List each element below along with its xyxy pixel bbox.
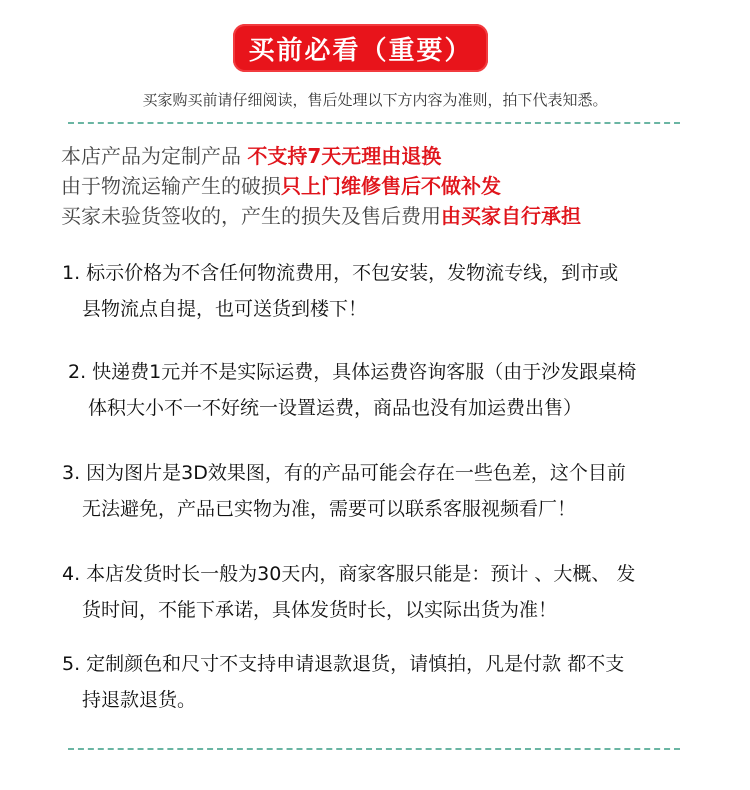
policy-text: 由于物流运输产生的破损: [61, 174, 281, 198]
policy-line-2: [61, 170, 501, 199]
bottom-divider: [68, 748, 680, 750]
policy-text: 本店产品为定制产品: [61, 144, 248, 168]
header-title: 买前必看（重要）: [248, 35, 473, 66]
policy-line-1: [61, 140, 441, 169]
policy-highlight: 只上门维修售后不做补发: [281, 174, 501, 198]
notice-line: 持退款退货。: [82, 689, 197, 711]
notice-line: 县物流点自提，也可送货到楼下！: [82, 298, 368, 320]
notice-line: 体积大小不一不好统一设置运费，商品也没有加运费出售）: [88, 397, 583, 419]
notice-item-4: [62, 556, 635, 628]
notice-item-2: [68, 354, 636, 426]
notice-line: 1. 标示价格为不含任何物流费用，不包安装，发物流专线，到市或: [62, 262, 619, 284]
top-divider: [68, 122, 680, 124]
header-subtitle: 买家购买前请仔细阅读，售后处理以下方内容为准则，拍下代表知悉。: [142, 91, 608, 109]
policy-highlight: 由买家自行承担: [441, 204, 581, 228]
notice-line: 无法避免，产品已实物为准，需要可以联系客服视频看厂！: [82, 498, 577, 520]
header-title-badge: [233, 24, 488, 72]
notice-line: 4. 本店发货时长一般为30天内，商家客服只能是：预计 、大概、 发: [62, 563, 636, 585]
notice-item-3: [62, 455, 626, 527]
notice-line: 3. 因为图片是3D效果图，有的产品可能会存在一些色差，这个目前: [62, 462, 626, 484]
notice-line: 5. 定制颜色和尺寸不支持申请退款退货，请慎拍，凡是付款 都不支: [62, 653, 625, 675]
policy-line-3: [61, 200, 581, 229]
notice-line: 货时间，不能下承诺，具体发货时长，以实际出货为准！: [82, 599, 558, 621]
policy-highlight: 不支持7天无理由退换: [247, 144, 442, 168]
policy-text: 买家未验货签收的，产生的损失及售后费用: [61, 204, 441, 228]
notice-item-1: [62, 255, 618, 327]
notice-line: 2. 快递费1元并不是实际运费，具体运费咨询客服（由于沙发跟桌椅: [68, 361, 637, 383]
notice-item-5: [62, 646, 624, 718]
